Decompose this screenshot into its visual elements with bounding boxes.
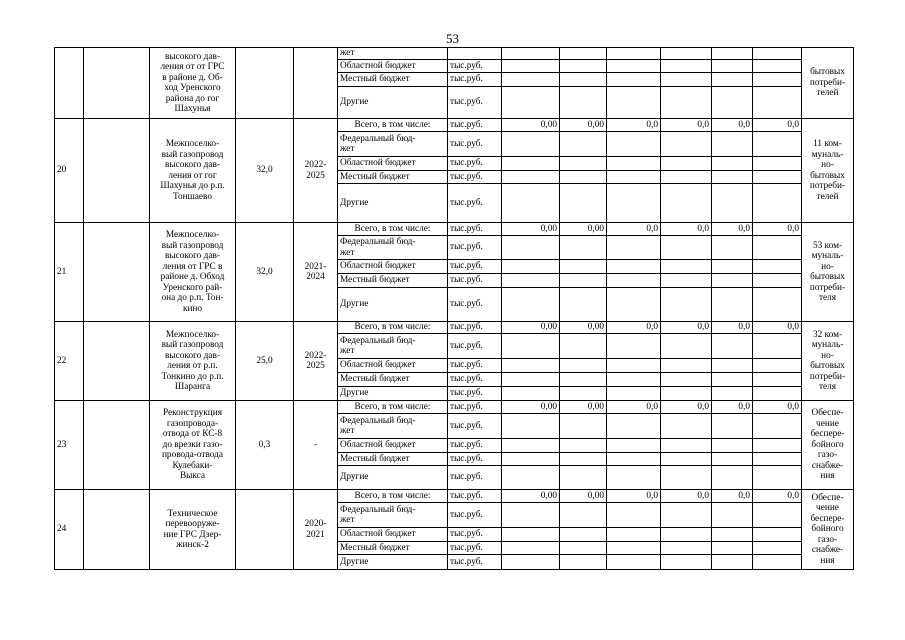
period-cell: 2022- 2025 <box>294 322 338 401</box>
funding-source: Областной бюджет <box>338 528 448 542</box>
funding-source: Федеральный бюд- жет <box>338 236 448 260</box>
funding-source: Местный бюджет <box>338 274 448 288</box>
funding-source: Всего, в том числе: <box>338 401 448 414</box>
value-cell <box>502 288 560 322</box>
value-cell <box>753 184 802 223</box>
value-cell <box>607 171 661 184</box>
value-cell <box>502 184 560 223</box>
value-cell <box>753 274 802 288</box>
value-cell: 0,0 <box>607 119 661 132</box>
result-cell: бытовых потреби- телей <box>802 48 854 119</box>
funding-source: Другие <box>338 288 448 322</box>
value-cell <box>607 132 661 157</box>
funding-source: Федеральный бюд- жет <box>338 132 448 157</box>
value-cell <box>502 453 560 466</box>
value-cell: 0,0 <box>661 322 712 334</box>
table-row <box>55 119 854 132</box>
value-cell: 0,0 <box>661 119 712 132</box>
value-cell <box>607 260 661 274</box>
value-cell <box>607 528 661 542</box>
value-cell <box>753 236 802 260</box>
value-cell <box>502 60 560 73</box>
value-cell <box>712 60 753 73</box>
value-cell: 0,0 <box>753 322 802 334</box>
value-cell <box>661 48 712 60</box>
value-cell <box>753 48 802 60</box>
value-cell <box>661 373 712 387</box>
value-cell <box>607 48 661 60</box>
value-cell: 0,0 <box>607 223 661 236</box>
value-cell: 0,00 <box>502 223 560 236</box>
unit-cell: тыс.руб. <box>448 439 502 453</box>
funding-source: Областной бюджет <box>338 260 448 274</box>
value-cell: 0,0 <box>753 223 802 236</box>
value-cell <box>607 387 661 401</box>
value-cell <box>753 453 802 466</box>
value-cell <box>712 184 753 223</box>
funding-source: Местный бюджет <box>338 373 448 387</box>
value-cell <box>560 184 607 223</box>
value-cell <box>712 503 753 528</box>
table-row <box>55 401 854 414</box>
funding-source: Всего, в том числе: <box>338 490 448 503</box>
unit-cell: тыс.руб. <box>448 453 502 466</box>
value-cell <box>560 274 607 288</box>
value-cell: 0,00 <box>502 401 560 414</box>
value-cell <box>661 171 712 184</box>
value-cell <box>607 466 661 490</box>
value-cell <box>560 157 607 171</box>
period-cell: - <box>294 401 338 490</box>
value-cell <box>712 48 753 60</box>
value-cell <box>753 528 802 542</box>
table-row <box>55 223 854 236</box>
funding-source: Федеральный бюд- жет <box>338 503 448 528</box>
object-name: высокого дав- ления от от ГРС в районе д. Об- ход Уренского района до гог Шахунья <box>150 48 236 119</box>
value-cell <box>560 466 607 490</box>
unit-cell: тыс.руб. <box>448 60 502 73</box>
value-cell <box>502 157 560 171</box>
unit-cell: тыс.руб. <box>448 334 502 359</box>
period-cell <box>294 48 338 119</box>
value-cell <box>607 274 661 288</box>
value-cell <box>661 542 712 555</box>
length-cell: 32,0 <box>236 223 294 322</box>
value-cell <box>560 48 607 60</box>
value-cell: 0,0 <box>661 401 712 414</box>
value-cell <box>712 359 753 373</box>
length-cell: 0,3 <box>236 401 294 490</box>
unit-cell: тыс.руб. <box>448 555 502 570</box>
row-number: 22 <box>55 322 84 401</box>
value-cell <box>502 387 560 401</box>
value-cell: 0,0 <box>712 119 753 132</box>
value-cell <box>661 260 712 274</box>
value-cell <box>502 373 560 387</box>
period-cell: 2020- 2021 <box>294 490 338 570</box>
empty-cell <box>84 322 150 401</box>
length-cell <box>236 48 294 119</box>
value-cell <box>753 60 802 73</box>
unit-cell: тыс.руб. <box>448 119 502 132</box>
investment-table <box>54 47 854 570</box>
value-cell <box>753 157 802 171</box>
unit-cell: тыс.руб. <box>448 171 502 184</box>
unit-cell: тыс.руб. <box>448 414 502 439</box>
value-cell <box>753 373 802 387</box>
value-cell <box>712 414 753 439</box>
length-cell <box>236 490 294 570</box>
empty-cell <box>84 223 150 322</box>
value-cell <box>607 503 661 528</box>
value-cell <box>502 466 560 490</box>
value-cell <box>753 288 802 322</box>
value-cell <box>502 555 560 570</box>
value-cell <box>753 171 802 184</box>
value-cell <box>560 132 607 157</box>
unit-cell: тыс.руб. <box>448 387 502 401</box>
funding-source: Всего, в том числе: <box>338 322 448 334</box>
unit-cell: тыс.руб. <box>448 322 502 334</box>
value-cell <box>753 387 802 401</box>
length-cell: 32,0 <box>236 119 294 223</box>
value-cell <box>560 528 607 542</box>
value-cell: 0,0 <box>712 223 753 236</box>
value-cell <box>560 288 607 322</box>
value-cell <box>661 132 712 157</box>
unit-cell: тыс.руб. <box>448 542 502 555</box>
result-cell: 32 ком- муналь- но- бытовых потреби- теля <box>802 322 854 401</box>
value-cell <box>560 236 607 260</box>
table-row <box>55 490 854 503</box>
unit-cell: тыс.руб. <box>448 528 502 542</box>
empty-cell <box>84 490 150 570</box>
value-cell <box>661 439 712 453</box>
value-cell: 0,0 <box>712 322 753 334</box>
value-cell <box>661 60 712 73</box>
value-cell: 0,0 <box>607 401 661 414</box>
funding-source: Другие <box>338 555 448 570</box>
unit-cell: тыс.руб. <box>448 466 502 490</box>
value-cell <box>661 466 712 490</box>
value-cell <box>560 171 607 184</box>
value-cell <box>607 288 661 322</box>
value-cell <box>753 132 802 157</box>
value-cell <box>712 73 753 87</box>
value-cell <box>712 555 753 570</box>
funding-source: Другие <box>338 184 448 223</box>
funding-source: Другие <box>338 466 448 490</box>
funding-source: Областной бюджет <box>338 439 448 453</box>
value-cell: 0,0 <box>607 490 661 503</box>
value-cell: 0,0 <box>661 490 712 503</box>
value-cell <box>661 274 712 288</box>
unit-cell: тыс.руб. <box>448 274 502 288</box>
value-cell <box>560 73 607 87</box>
value-cell <box>607 453 661 466</box>
value-cell: 0,00 <box>560 223 607 236</box>
value-cell <box>560 60 607 73</box>
unit-cell: тыс.руб. <box>448 132 502 157</box>
value-cell <box>712 274 753 288</box>
funding-source: Федеральный бюд- жет <box>338 334 448 359</box>
object-name: Межпоселко- вый газопровод высокого дав- ления от р.п. Тонкино до р.п. Шаранга <box>150 322 236 401</box>
unit-cell: тыс.руб. <box>448 490 502 503</box>
table-row <box>55 48 854 60</box>
value-cell: 0,00 <box>560 322 607 334</box>
value-cell: 0,00 <box>502 322 560 334</box>
empty-cell <box>84 48 150 119</box>
value-cell: 0,0 <box>661 223 712 236</box>
value-cell <box>753 260 802 274</box>
value-cell <box>502 274 560 288</box>
object-name: Техническое перевооруже- ние ГРС Дзер- жинск-2 <box>150 490 236 570</box>
result-cell: 11 ком- муналь- но- бытовых потреби- телей <box>802 119 854 223</box>
value-cell <box>502 503 560 528</box>
value-cell <box>607 414 661 439</box>
value-cell <box>502 542 560 555</box>
value-cell <box>607 157 661 171</box>
value-cell <box>753 555 802 570</box>
value-cell <box>753 466 802 490</box>
row-number: 23 <box>55 401 84 490</box>
value-cell <box>661 184 712 223</box>
value-cell <box>502 87 560 119</box>
value-cell <box>661 555 712 570</box>
value-cell <box>607 439 661 453</box>
unit-cell: тыс.руб. <box>448 503 502 528</box>
empty-cell <box>84 401 150 490</box>
value-cell <box>607 87 661 119</box>
object-name: Реконструкция газопровода- отвода от КС-8 до врезки газо- провода-отвода Кулебаки- Выкса <box>150 401 236 490</box>
row-number: 24 <box>55 490 84 570</box>
value-cell: 0,00 <box>502 119 560 132</box>
value-cell <box>712 542 753 555</box>
value-cell <box>753 87 802 119</box>
value-cell <box>712 236 753 260</box>
value-cell <box>661 359 712 373</box>
value-cell <box>502 260 560 274</box>
funding-source: Всего, в том числе: <box>338 119 448 132</box>
value-cell: 0,0 <box>712 490 753 503</box>
value-cell <box>661 334 712 359</box>
value-cell <box>712 453 753 466</box>
value-cell <box>607 373 661 387</box>
value-cell: 0,0 <box>753 119 802 132</box>
funding-source: Местный бюджет <box>338 542 448 555</box>
value-cell <box>607 73 661 87</box>
unit-cell: тыс.руб. <box>448 288 502 322</box>
funding-source: Местный бюджет <box>338 73 448 87</box>
row-number: 20 <box>55 119 84 223</box>
value-cell <box>661 528 712 542</box>
value-cell <box>753 359 802 373</box>
value-cell <box>560 373 607 387</box>
value-cell <box>502 414 560 439</box>
value-cell: 0,00 <box>560 119 607 132</box>
unit-cell: тыс.руб. <box>448 359 502 373</box>
value-cell <box>502 171 560 184</box>
value-cell <box>753 542 802 555</box>
period-cell: 2022- 2025 <box>294 119 338 223</box>
value-cell <box>560 359 607 373</box>
value-cell <box>607 359 661 373</box>
object-name: Межпоселко- вый газопровод высокого дав- ления от ГРС в районе д. Обход Уренского рай- она до р.п. Тон- кино <box>150 223 236 322</box>
value-cell <box>607 334 661 359</box>
value-cell <box>560 414 607 439</box>
value-cell <box>753 503 802 528</box>
value-cell <box>661 288 712 322</box>
value-cell <box>712 132 753 157</box>
funding-source: Областной бюджет <box>338 359 448 373</box>
value-cell <box>661 87 712 119</box>
table-row <box>55 322 854 334</box>
unit-cell: тыс.руб. <box>448 184 502 223</box>
value-cell <box>712 373 753 387</box>
value-cell <box>502 236 560 260</box>
value-cell: 0,00 <box>560 490 607 503</box>
unit-cell: тыс.руб. <box>448 223 502 236</box>
unit-cell: тыс.руб. <box>448 401 502 414</box>
value-cell: 0,0 <box>712 401 753 414</box>
value-cell <box>560 439 607 453</box>
result-cell: Обеспе- чение беспере- бойного газо- снабже- ния <box>802 490 854 570</box>
value-cell <box>502 48 560 60</box>
value-cell: 0,0 <box>607 322 661 334</box>
value-cell <box>712 466 753 490</box>
value-cell <box>502 359 560 373</box>
funding-source: Другие <box>338 387 448 401</box>
value-cell <box>712 334 753 359</box>
value-cell <box>661 453 712 466</box>
value-cell <box>560 334 607 359</box>
value-cell <box>712 260 753 274</box>
value-cell <box>607 184 661 223</box>
value-cell <box>712 387 753 401</box>
value-cell <box>502 132 560 157</box>
value-cell <box>560 387 607 401</box>
value-cell <box>712 87 753 119</box>
value-cell <box>502 528 560 542</box>
value-cell <box>712 157 753 171</box>
object-name: Межпоселко- вый газопровод высокого дав- ления от гог Шахунья до р.п. Тоншаево <box>150 119 236 223</box>
value-cell <box>560 87 607 119</box>
value-cell: 0,0 <box>753 490 802 503</box>
value-cell <box>661 387 712 401</box>
funding-source: Местный бюджет <box>338 171 448 184</box>
value-cell <box>661 503 712 528</box>
funding-source: Местный бюджет <box>338 453 448 466</box>
value-cell <box>560 555 607 570</box>
value-cell <box>502 334 560 359</box>
value-cell <box>502 73 560 87</box>
funding-source: Другие <box>338 87 448 119</box>
value-cell <box>753 73 802 87</box>
value-cell <box>560 542 607 555</box>
value-cell <box>712 528 753 542</box>
funding-source: Областной бюджет <box>338 157 448 171</box>
row-number: 21 <box>55 223 84 322</box>
value-cell <box>502 439 560 453</box>
period-cell: 2021- 2024 <box>294 223 338 322</box>
value-cell <box>753 414 802 439</box>
result-cell: 53 ком- муналь- но- бытовых потреби- теля <box>802 223 854 322</box>
value-cell <box>712 171 753 184</box>
funding-source: жет <box>338 48 448 60</box>
value-cell <box>560 453 607 466</box>
unit-cell: тыс.руб. <box>448 87 502 119</box>
value-cell <box>607 236 661 260</box>
value-cell <box>607 555 661 570</box>
value-cell <box>560 503 607 528</box>
unit-cell: тыс.руб. <box>448 73 502 87</box>
result-cell: Обеспе- чение беспере- бойного газо- снабже- ния <box>802 401 854 490</box>
funding-source: Федеральный бюд- жет <box>338 414 448 439</box>
unit-cell: тыс.руб. <box>448 236 502 260</box>
value-cell <box>560 260 607 274</box>
unit-cell <box>448 48 502 60</box>
value-cell <box>712 288 753 322</box>
funding-source: Всего, в том числе: <box>338 223 448 236</box>
value-cell <box>661 236 712 260</box>
value-cell: 0,00 <box>560 401 607 414</box>
value-cell: 0,00 <box>502 490 560 503</box>
value-cell: 0,0 <box>753 401 802 414</box>
value-cell <box>607 542 661 555</box>
value-cell <box>753 334 802 359</box>
value-cell <box>753 439 802 453</box>
unit-cell: тыс.руб. <box>448 157 502 171</box>
length-cell: 25,0 <box>236 322 294 401</box>
row-number <box>55 48 84 119</box>
value-cell <box>712 439 753 453</box>
funding-source: Областной бюджет <box>338 60 448 73</box>
value-cell <box>661 73 712 87</box>
unit-cell: тыс.руб. <box>448 260 502 274</box>
page-number: 53 <box>446 31 459 46</box>
value-cell <box>607 60 661 73</box>
empty-cell <box>84 119 150 223</box>
unit-cell: тыс.руб. <box>448 373 502 387</box>
value-cell <box>661 157 712 171</box>
value-cell <box>661 414 712 439</box>
